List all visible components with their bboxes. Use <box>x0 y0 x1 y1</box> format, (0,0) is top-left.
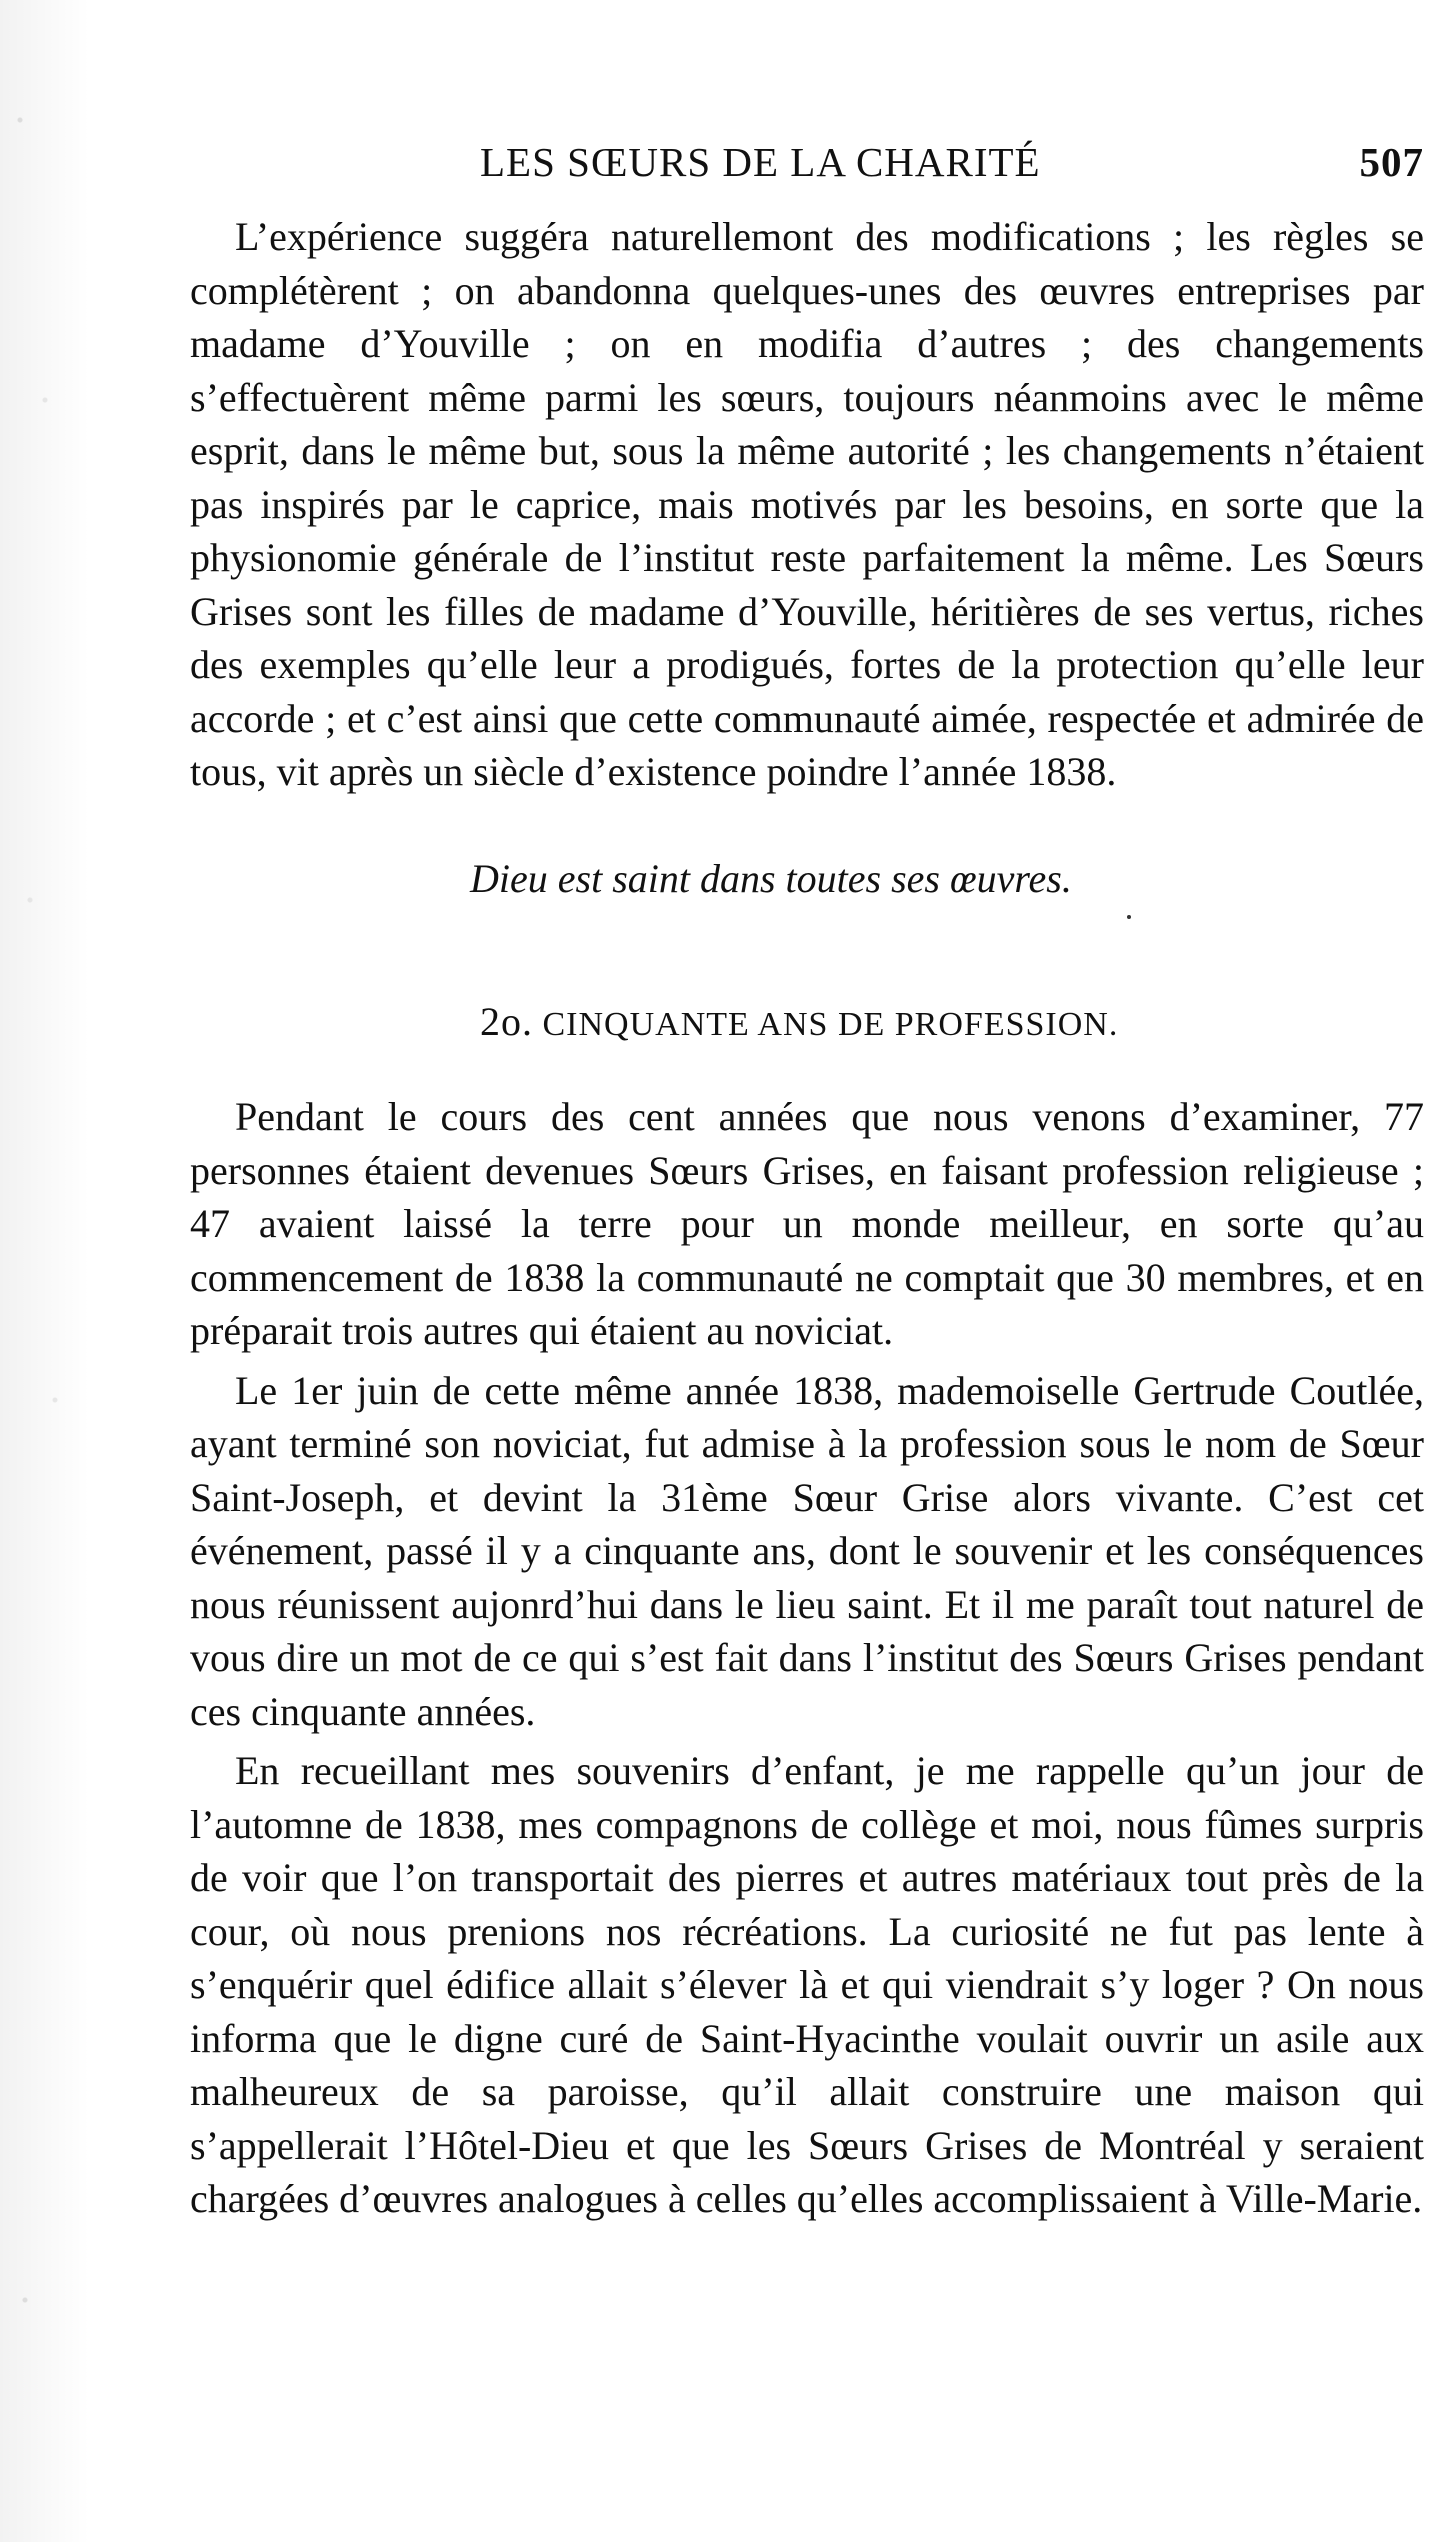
page-header <box>480 138 1424 198</box>
running-head: LES SŒURS DE LA CHARITÉ <box>480 139 1041 185</box>
opening-paragraph-block <box>190 210 1424 799</box>
motto-line: Dieu est saint dans toutes ses œuvres. <box>470 856 1072 901</box>
section-heading <box>480 998 1118 1045</box>
section-number: 2o. <box>480 999 533 1044</box>
scan-edge-noise <box>0 0 90 2542</box>
section-title: CINQUANTE ANS DE PROFESSION. <box>542 1006 1119 1043</box>
page-number: 507 <box>1359 139 1424 185</box>
paragraph: Le 1er juin de cette même année 1838, mademoiselle Gertrude Coutlée, ayant terminé son noviciat, fut admise à la profession sous le nom de Sœur Saint-Joseph, et devint la 31ème Sœur Grise alors vivante. C’est cet événement, passé il y a cinquante ans, dont le souvenir et les conséquences nous réunissent aujonrd’hui dans le lieu saint. Et il me paraît tout naturel de vous dire un mot de ce qui s’est fait dans l’institut des Sœurs Grises pendant ces cinquante années. <box>190 1367 1424 1734</box>
section-body <box>190 1090 1424 2232</box>
paragraph: En recueillant mes souvenirs d’enfant, je me rappelle qu’un jour de l’automne de 1838, mes compagnons de collège et moi, nous fûmes surpris de voir que l’on transportait des pierres et autres matériaux tout près de la cour, où nous prenions nos récréations. La curiosité ne fut pas lente à s’enquérir quel édifice allait s’élever là et qui viendrait s’y loger ? On nous informa que le digne curé de Saint-Hyacinthe voulait ouvrir un asile aux malheureux de sa paroisse, qu’il allait construire une maison qui s’appellerait l’Hôtel-Dieu et que les Sœurs Grises de Montréal y seraient chargées d’œuvres analogues à celles qu’elles accomplissaient à Ville-Marie. <box>190 1748 1424 2221</box>
paragraph: Pendant le cours des cent années que nous venons d’examiner, 77 personnes étaient devenues Sœurs Grises, en faisant profession religieuse ; 47 avaient laissé la terre pour un monde meilleur, en sorte qu’au commencement de 1838 la communauté ne comptait que 30 membres, et en préparait trois autres qui étaient au noviciat. <box>190 1094 1424 1353</box>
paragraph: L’expérience suggéra naturellemont des modifications ; les règles se complétèrent ; on abandonna quelques-unes des œuvres entreprises par madame d’Youville ; on en modifia d’autres ; des changements s’effectuèrent même parmi les sœurs, toujours néanmoins avec le même esprit, dans le même but, sous la même autorité ; les changements n’étaient pas inspirés par le caprice, mais motivés par les besoins, en sorte que la physionomie générale de l’institut reste parfaitement la même. Les Sœurs Grises sont les filles de madame d’Youville, héritières de ses vertus, riches des exemples qu’elle leur a prodigués, fortes de la protection qu’elle leur accorde ; et c’est ainsi que cette communauté aimée, respectée et admirée de tous, vit après un siècle d’existence poindre l’année 1838. <box>190 214 1424 794</box>
print-speck <box>1127 915 1131 919</box>
